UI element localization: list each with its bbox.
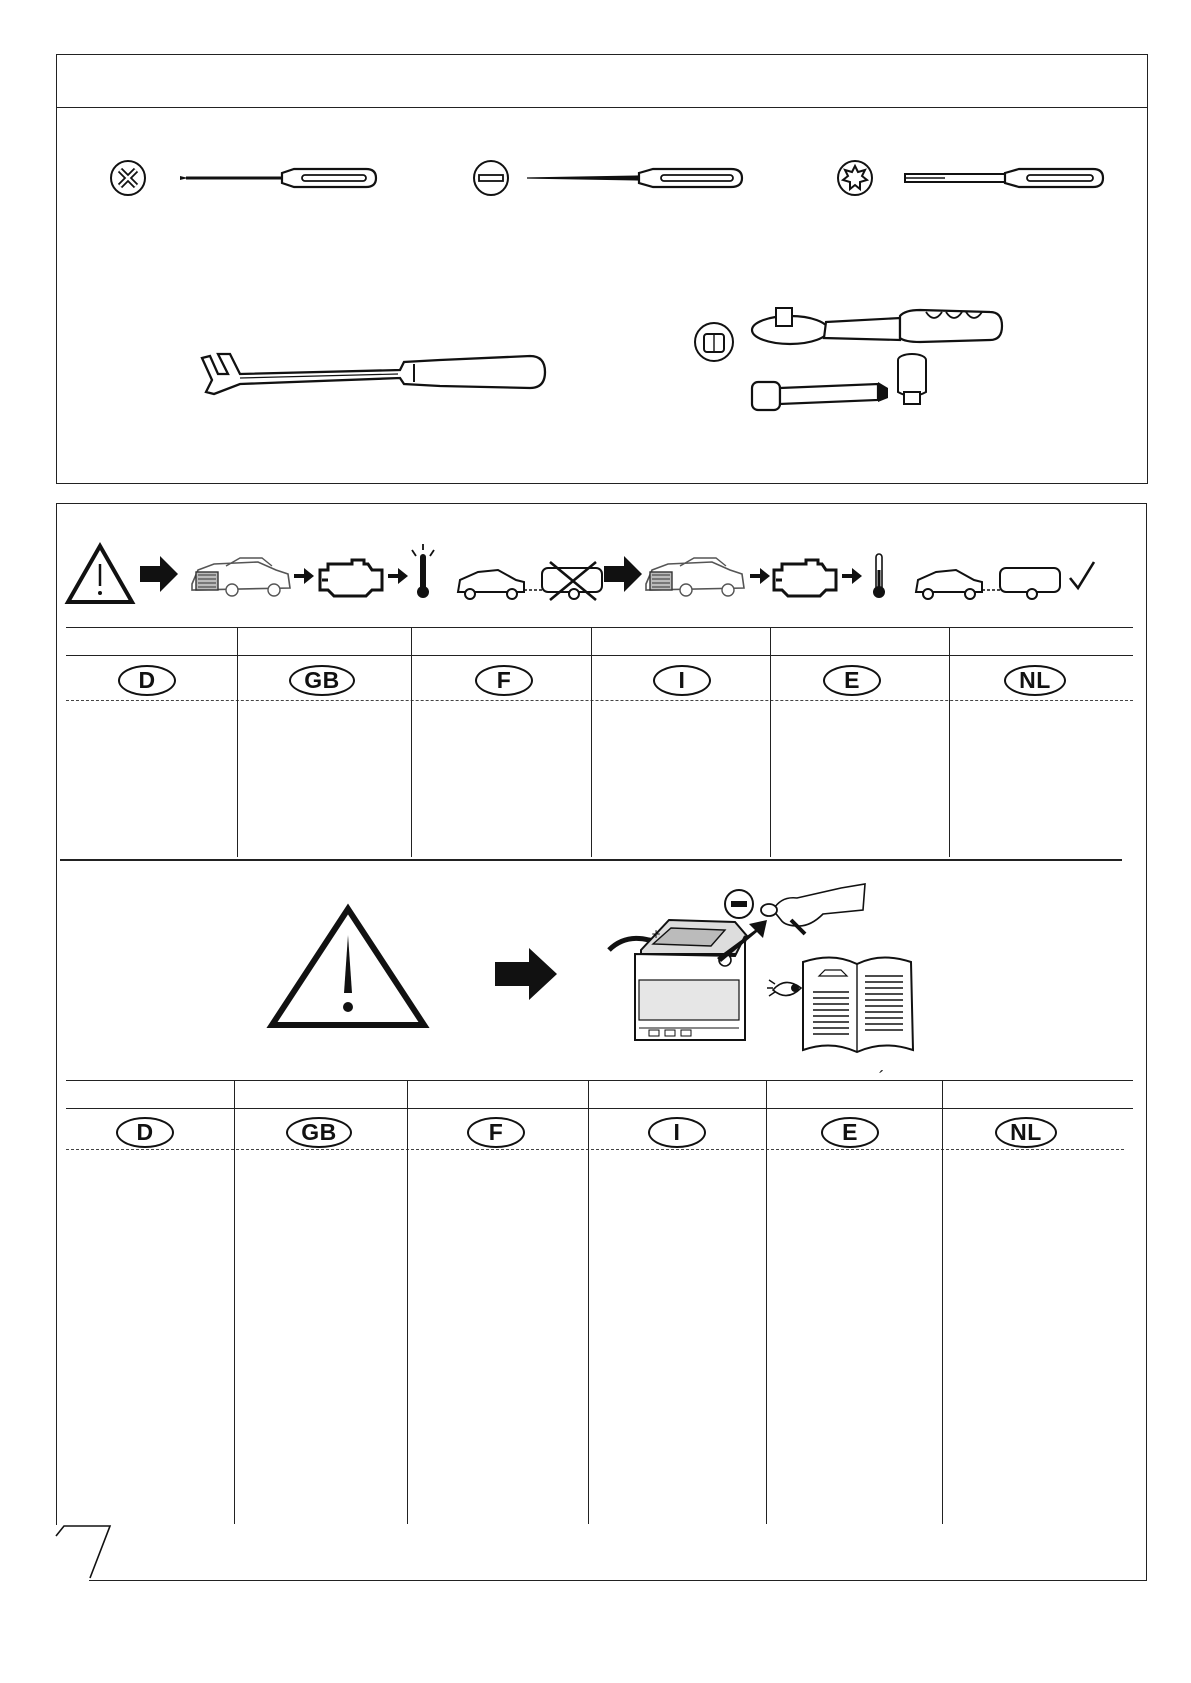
language-badge-f: F (467, 1117, 525, 1148)
table2-dashed-rule (66, 1149, 1124, 1150)
arrow-small-icon (388, 568, 408, 584)
arrow-right-icon (604, 556, 642, 592)
warning-panel (56, 503, 1147, 1581)
car-with-trailer-ok-icon (916, 562, 1094, 599)
table1-col-divider (591, 627, 592, 857)
arrow-small-icon (842, 568, 862, 584)
table1-col-divider (770, 627, 771, 857)
svg-text:+: + (651, 927, 662, 941)
language-badge-d: D (116, 1117, 174, 1148)
battery-disconnect-illustration (605, 880, 925, 1060)
table2-header-rule (66, 1108, 1133, 1109)
engine-icon (774, 560, 836, 596)
car-with-trailer-crossed-icon (458, 562, 602, 600)
warning-panel-left-border (56, 503, 57, 1525)
table1-header-rule (66, 655, 1133, 656)
warning-panel-bottom-border (89, 1580, 1147, 1581)
thermometer-icon (873, 554, 885, 598)
arrow-right-icon (140, 556, 178, 592)
arrow-small-icon (750, 568, 770, 584)
language-badge-e: E (821, 1117, 879, 1148)
tools-panel-header (57, 55, 1147, 108)
language-badge-i: I (648, 1117, 706, 1148)
language-badge-gb: GB (286, 1117, 352, 1148)
table1-col-divider (411, 627, 412, 857)
table1-dashed-rule (66, 700, 1133, 701)
table2-col-divider (588, 1080, 589, 1524)
page-corner-mark (50, 1520, 120, 1584)
table2-top-rule (66, 1080, 1133, 1081)
warning-triangle-icon (68, 546, 132, 602)
language-badge-d: D (118, 665, 176, 696)
table1-col-divider (237, 627, 238, 857)
language-badge-e: E (823, 665, 881, 696)
phillips-screwdriver-icon (106, 155, 376, 201)
table2-col-divider (766, 1080, 767, 1524)
language-badge-gb: GB (289, 665, 355, 696)
torx-screwdriver-icon (833, 155, 1103, 201)
table1-top-rule (66, 627, 1133, 628)
language-badge-nl: NL (1004, 665, 1066, 696)
large-warning-triangle-icon (268, 905, 428, 1030)
socket-ratchet-set-icon (690, 300, 1010, 430)
arrow-small-icon (294, 568, 314, 584)
table1-col-divider (949, 627, 950, 857)
stray-accent-mark: ´ (878, 1067, 884, 1087)
language-badge-i: I (653, 665, 711, 696)
language-badge-f: F (475, 665, 533, 696)
table2-col-divider (407, 1080, 408, 1524)
car-front-icon (646, 558, 744, 596)
section-divider (60, 859, 1122, 861)
engine-icon (320, 560, 382, 596)
thermometer-hot-icon (412, 544, 434, 598)
table2-col-divider (234, 1080, 235, 1524)
flat-screwdriver-icon (469, 155, 744, 201)
large-arrow-right-icon (495, 948, 559, 1000)
towing-sequence (66, 540, 1146, 610)
table2-col-divider (942, 1080, 943, 1524)
car-front-icon (192, 558, 290, 596)
language-badge-nl: NL (995, 1117, 1057, 1148)
trim-removal-tool-icon (200, 350, 545, 400)
